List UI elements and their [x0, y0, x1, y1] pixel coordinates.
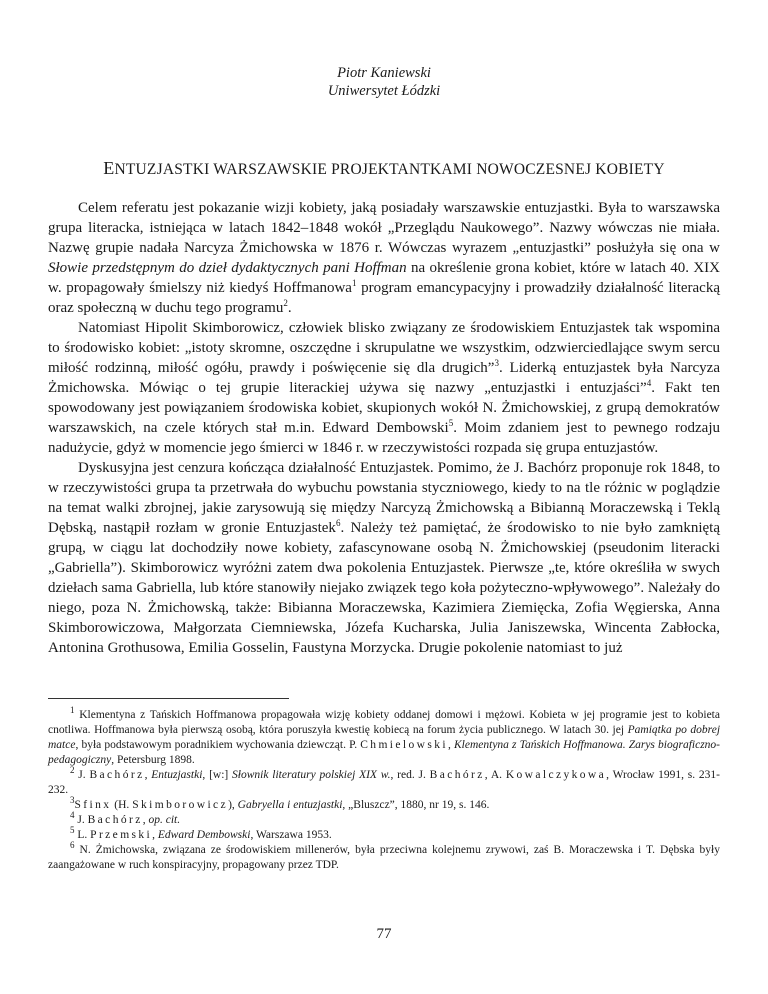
author-surname: Bachórz	[89, 769, 145, 781]
footnote-ref: 2	[283, 298, 288, 308]
text: J.	[74, 769, 90, 781]
author-surname: Sfinx	[74, 799, 112, 811]
text: na określenie grona kobiet, które w latach 40. XIX w. propagowały śmielszy niż kiedyś Hoffmanowa	[48, 260, 720, 296]
author-affiliation: Uniwersytet Łódzki	[327, 83, 441, 99]
author-surname: Przemski	[90, 829, 153, 841]
text: program emancypacyjny i prowadziły działalność literacką oraz społeczną w duchu tego programu	[48, 280, 720, 316]
work-title: Gabryella i entuzjastki	[237, 799, 343, 811]
text: , Petersburg 1898.	[111, 754, 195, 766]
paragraph-1	[48, 198, 720, 318]
author-surname: Skimborowicz	[132, 799, 229, 811]
footnote-number: 3	[70, 795, 75, 806]
work-title: Słownik literatury polskiej XIX w.	[232, 769, 391, 781]
footnote-6	[48, 840, 720, 873]
page-number: 77	[376, 926, 392, 942]
footnote-number: 1	[70, 705, 75, 716]
footnote-ref: 6	[335, 518, 341, 528]
author-surname: Bachórz	[87, 814, 143, 826]
work-title: Entuzjastki	[151, 769, 203, 781]
title-rest: NTUZJASTKI WARSZAWSKIE PROJEKTANTKAMI NOWOCZESNEJ KOBIETY	[114, 161, 665, 178]
text: ,	[142, 814, 149, 826]
text: . Należy też pamiętać, że środowisko to nie było zamkniętą grupą, w ciągu lat dochodziły nowe kobiety, zafascynowane osobą N. Żmichowskiej (pseudonim literacki „Gabriella”). Skimborowicz wyróżni zatem dwa pokolenia Entuzjastek. Pierwsze „te, które określiła w swych dziełach sama Gabriella, lub które stanowiły niejako związek tego koła pożyteczno-wpływowego”. Należały do niego, poza N. Żmichowską, także: Bibianna Moraczewska, Kazimiera Ziemięcka, Zofia Węgierska, Anna Skimborowiczowa, Małgorzata Ciemniewska, Józefa Kucharska, Julia Janiszewska, Wincenta Zabłocka, Antonina Grothusowa, Emilia Gosselin, Faustyna Morzycka. Drugie pokolenie natomiast to już	[48, 520, 720, 656]
work-title: Słowie przedstępnym do dzieł dydaktycznych pani Hoffman	[48, 260, 407, 276]
footnote-ref: 1	[351, 278, 357, 288]
text: Dyskusyjna jest cenzura kończąca działalność Entuzjastek. Pomimo, że J. Bachórz proponuje rok 1848, to w rzeczywistości grupa ta przetrwała do wybuchu powstania styczniowego, kiedy to na tle różnic w poglądzie na temat walki zbrojnej, jakie zarysowują się między Narcyzą Żmichowską a Bibianną Moraczewską i Teklą Dębską, nastąpił rozłam w gronie Entuzjastek	[48, 460, 720, 536]
text: ),	[228, 799, 238, 811]
text: , [w:]	[202, 769, 233, 781]
footnote-number: 4	[70, 810, 75, 821]
text: , Wrocław 1991, s. 231-232.	[48, 769, 721, 796]
text: , red. J.	[390, 769, 430, 781]
paragraph-2	[48, 318, 720, 458]
text: . Liderką entuzjastek była Narcyza Żmichowska. Mówiąc o tej grupie literackiej używa się nazwy „entuzjastki i entuzjaści”	[48, 360, 720, 396]
footnote-number: 6	[70, 840, 75, 851]
text: Celem referatu jest pokazanie wizji kobiety, jaką posiadały warszawskie entuzjastki. Była to warszawska grupa literacka, istniejąca w latach 1842–1848 wokół „Przeglądu Naukowego”. Nazwy wówczas nie miała. Nazwę grupie nadała Narcyza Żmichowska w 1876 r. Wówczas wyrazem „entuzjastki” posłużyła się ona w	[48, 200, 720, 256]
footnote-number: 5	[70, 825, 75, 836]
text: N. Żmichowska, związana ze środowiskiem millenerów, była przeciwna kolejnemu zrywowi, zaś B. Moraczewska i T. Dębska były zaangażowane w ruch konspiracyjny, propagowany przez TDP.	[48, 844, 720, 871]
author-surname: Kowalczykowa	[505, 769, 607, 781]
text: ,	[152, 829, 158, 841]
work-title: Pamiątka po dobrej matce	[48, 724, 721, 751]
text: L.	[74, 829, 91, 841]
text: , Warszawa 1953.	[250, 829, 332, 841]
text: (H.	[111, 799, 133, 811]
footnote-ref: 3	[494, 358, 499, 368]
footnote-3	[48, 795, 720, 813]
footnote-ref: 5	[448, 418, 454, 428]
author-block	[0, 64, 768, 100]
footnote-4	[48, 810, 720, 828]
footnote-2	[48, 765, 721, 798]
text: J.	[74, 814, 88, 826]
author-surname: Chmielowski	[360, 739, 448, 751]
text: Natomiast Hipolit Skimborowicz, człowiek blisko związany ze środowiskiem Entuzjastek tak wspomina to środowisko kobiet: „istoty skromne, oszczędne i skrupulatne we wszystkim, odzwierciedlające swym sercu miłość rodzinną, miłość ogółu, prawdy i poświęcenie się dla drugich”	[48, 320, 720, 376]
paragraph-3	[48, 458, 720, 658]
text: .	[287, 300, 292, 316]
text: ,	[447, 739, 454, 751]
text: . Fakt ten spowodowany jest powiązaniem środowiska kobiet, skupionych wokół N. Żmichowskiej, z grupą demokratów warszawskich, na czele których stał m.in. Edward Dembowski	[48, 380, 720, 436]
text: ,	[144, 769, 152, 781]
text: Klementyna z Tańskich Hoffmanowa propagowała wizję kobiety oddanej domowi i mężowi. Kobieta w jej programie jest to kobieta cnotliwa. Hoffmanowa była pierwszą osobą, która poruszyła kwestię kobiecą na forum życia publicznego. W latach 30. jej	[48, 709, 720, 736]
work-title: op. cit.	[148, 814, 181, 826]
article-body	[48, 198, 720, 658]
text: , była podstawowym poradnikiem wychowania dziewcząt. P.	[75, 739, 361, 751]
footnote-separator	[48, 698, 289, 699]
work-title: Edward Dembowski	[157, 829, 251, 841]
text: . Moim zdaniem jest to pewnego rodzaju nadużycie, gdyż w momencie jego śmierci w 1846 r. w rzeczywistości rozpada się grupa entuzjastów.	[48, 420, 720, 456]
title-initial: E	[103, 158, 115, 178]
footnote-ref: 4	[646, 378, 652, 388]
footnote-1	[48, 705, 721, 768]
footnote-number: 2	[70, 765, 75, 776]
author-name: Piotr Kaniewski	[337, 65, 431, 81]
work-title: Klementyna z Tańskich Hoffmanowa. Zarys biograficzno-pedagogiczny	[48, 739, 720, 766]
footnote-5	[48, 825, 720, 843]
text: , „Bluszcz”, 1880, nr 19, s. 146.	[342, 799, 490, 811]
text: , A.	[484, 769, 506, 781]
footnotes	[48, 705, 721, 873]
article-title	[40, 158, 728, 179]
author-surname: Bachórz	[429, 769, 485, 781]
